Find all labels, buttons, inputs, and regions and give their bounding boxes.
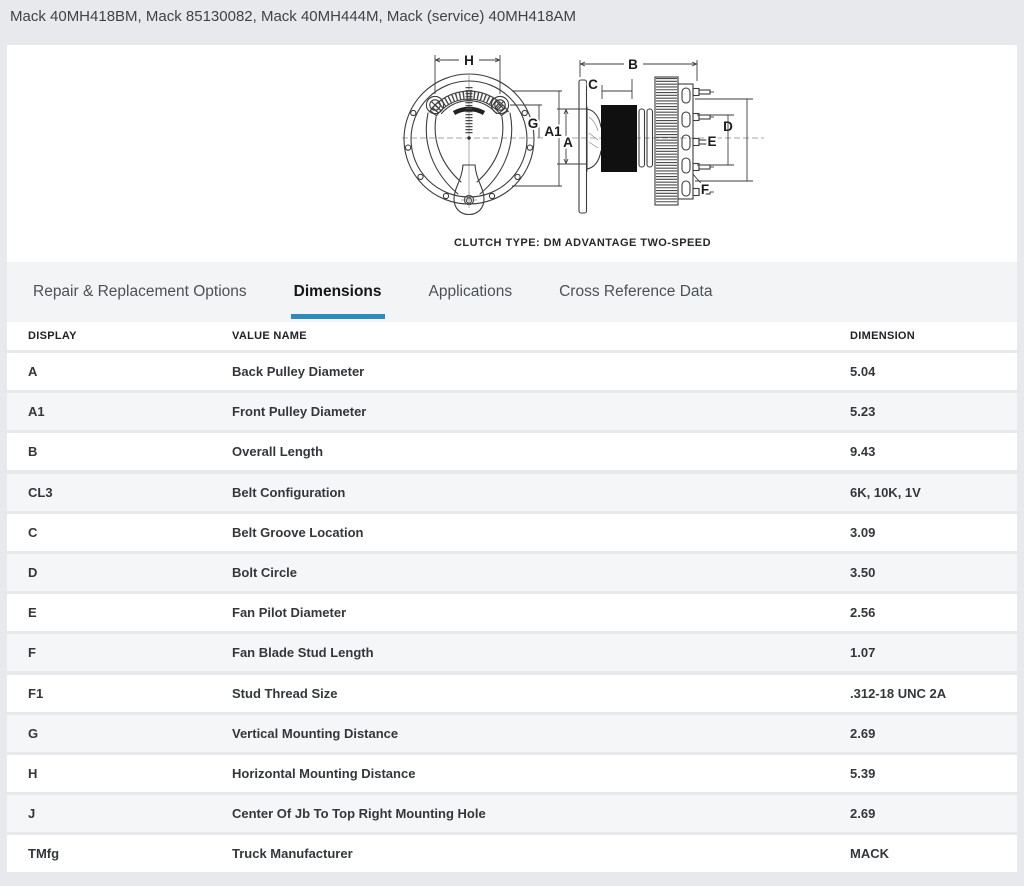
- cell-value-name: Truck Manufacturer: [232, 846, 353, 862]
- clutch-diagram: [390, 47, 775, 229]
- part-numbers-title: Mack 40MH418BM, Mack 85130082, Mack 40MH444M, Mack (service) 40MH418AM: [10, 8, 577, 25]
- table-row: [7, 835, 1017, 872]
- cell-display: E: [28, 605, 37, 621]
- table-row: [7, 393, 1017, 430]
- cell-dimension: 5.39: [850, 765, 876, 781]
- cell-dimension: 2.69: [850, 725, 876, 741]
- diagram-section: [7, 45, 1017, 262]
- content-card: [7, 45, 1017, 872]
- cell-value-name: Overall Length: [232, 444, 324, 460]
- cell-display: C: [28, 524, 38, 540]
- tab-label: Repair & Replacement Options: [33, 283, 247, 300]
- table-row: [7, 715, 1017, 752]
- cell-display: G: [28, 725, 39, 741]
- cell-value-name: Bolt Circle: [232, 564, 298, 580]
- dim-label-b: B: [628, 57, 638, 72]
- table-row: [7, 474, 1017, 511]
- tab-label: Applications: [428, 283, 513, 300]
- cell-value-name: Front Pulley Diameter: [232, 404, 367, 420]
- cell-dimension: 6K, 10K, 1V: [850, 484, 921, 500]
- tab-applications[interactable]: [429, 262, 513, 322]
- cell-dimension: 3.50: [850, 564, 876, 580]
- column-header-display: DISPLAY: [28, 330, 77, 342]
- cell-value-name: Belt Groove Location: [232, 524, 364, 540]
- cell-value-name: Horizontal Mounting Distance: [232, 765, 416, 781]
- cell-display: TMfg: [28, 846, 60, 862]
- cell-display: A1: [28, 404, 45, 420]
- cell-display: B: [28, 444, 38, 460]
- table-row: [7, 594, 1017, 631]
- table-row: [7, 433, 1017, 470]
- dim-label-g: G: [527, 116, 539, 131]
- dim-label-d: D: [723, 119, 733, 134]
- column-header-dimension: DIMENSION: [850, 330, 916, 342]
- tab-cross-reference-data[interactable]: [559, 262, 712, 322]
- cell-dimension: 2.56: [850, 605, 876, 621]
- tab-repair-replacement-options[interactable]: [33, 262, 247, 322]
- tab-dimensions[interactable]: [294, 262, 382, 322]
- tab-bar: [7, 262, 1017, 322]
- dim-label-f: F: [700, 182, 710, 197]
- cell-dimension: 3.09: [850, 524, 876, 540]
- cell-dimension: 5.23: [850, 404, 876, 420]
- cell-value-name: Center Of Jb To Top Right Mounting Hole: [232, 806, 486, 822]
- cell-dimension: .312-18 UNC 2A: [850, 685, 947, 701]
- cell-dimension: MACK: [850, 846, 889, 862]
- cell-display: F: [28, 645, 36, 661]
- cell-display: F1: [28, 685, 44, 701]
- cell-display: A: [28, 364, 38, 379]
- cell-dimension: 2.69: [850, 806, 876, 822]
- cell-display: J: [28, 806, 36, 822]
- table-row: [7, 795, 1017, 832]
- dimensions-table: [7, 353, 1017, 872]
- table-row: [7, 755, 1017, 792]
- table-row: [7, 634, 1017, 671]
- tab-label: Cross Reference Data: [559, 283, 713, 300]
- table-row: [7, 675, 1017, 712]
- cell-value-name: Belt Configuration: [232, 484, 346, 500]
- table-row: [7, 353, 1017, 390]
- cell-value-name: Fan Blade Stud Length: [232, 645, 374, 661]
- cell-display: H: [28, 765, 38, 781]
- cell-display: CL3: [28, 484, 53, 500]
- dim-label-c: C: [588, 77, 598, 92]
- cell-dimension: 1.07: [850, 645, 876, 661]
- tab-label: Dimensions: [293, 283, 382, 300]
- dim-label-e: E: [707, 134, 717, 149]
- column-header-value-name: VALUE NAME: [232, 330, 307, 342]
- table-row: [7, 554, 1017, 591]
- cell-value-name: Vertical Mounting Distance: [232, 725, 399, 741]
- dim-label-a: A: [563, 135, 573, 150]
- dim-label-a1: A1: [544, 124, 562, 139]
- cell-dimension: 9.43: [850, 444, 876, 460]
- table-header: [7, 322, 1017, 350]
- cell-value-name: Fan Pilot Diameter: [232, 605, 347, 621]
- cell-value-name: Back Pulley Diameter: [232, 364, 365, 379]
- cell-display: D: [28, 564, 38, 580]
- cell-value-name: Stud Thread Size: [232, 685, 338, 701]
- cell-dimension: 5.04: [850, 364, 876, 379]
- table-row: [7, 514, 1017, 551]
- clutch-type-caption: CLUTCH TYPE: DM ADVANTAGE TWO-SPEED: [454, 237, 711, 249]
- dim-label-h: H: [464, 53, 474, 68]
